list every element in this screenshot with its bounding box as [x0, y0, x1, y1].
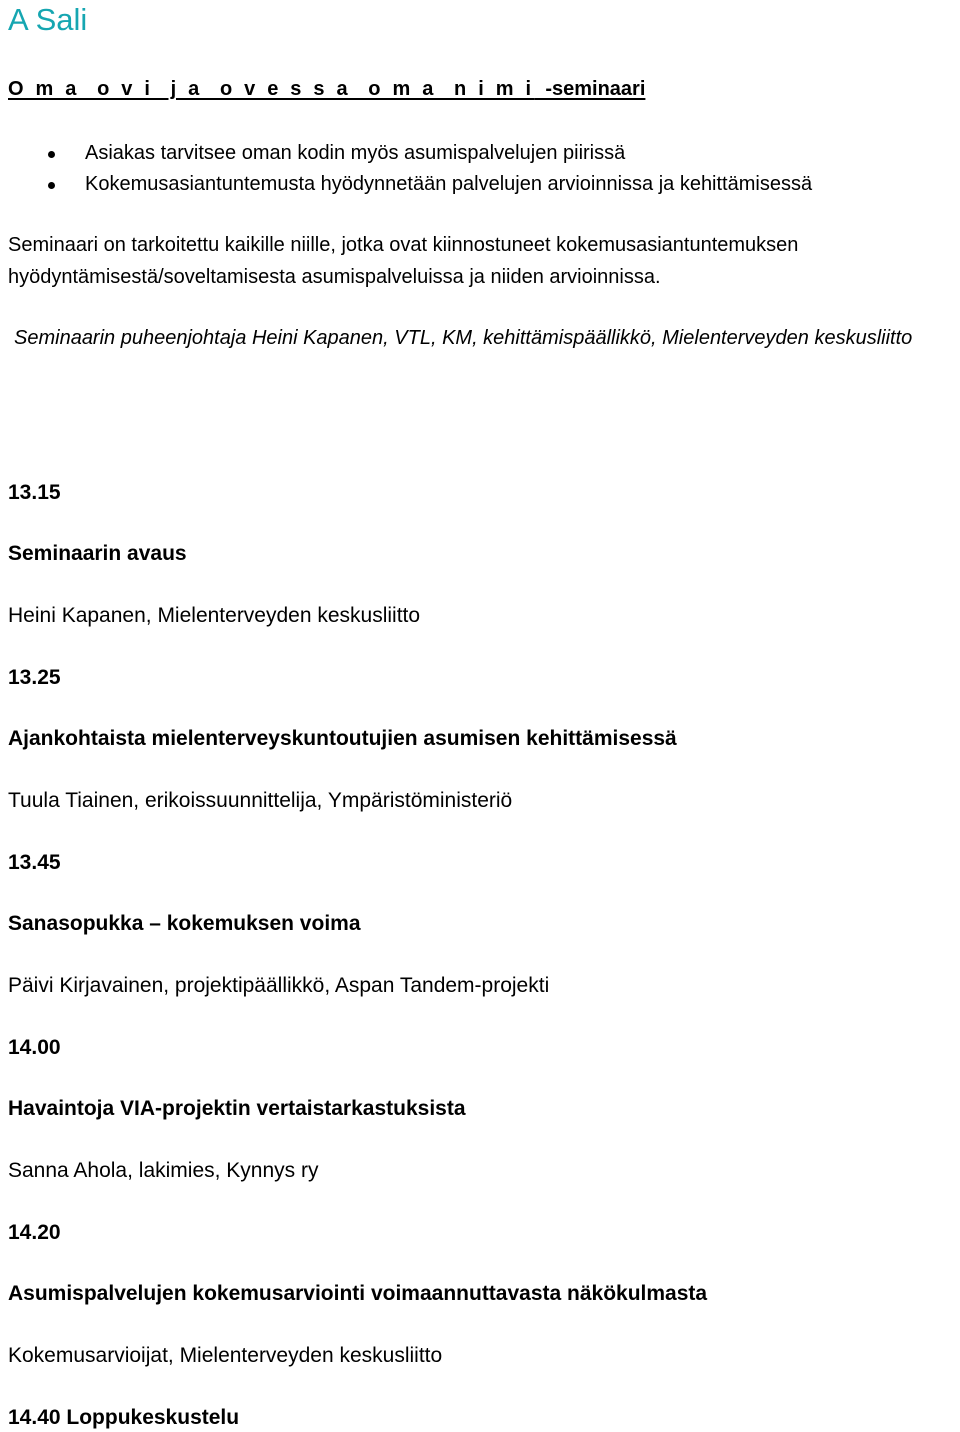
hall-heading: A Sali: [8, 2, 88, 37]
slot-time: 14.00: [8, 1036, 61, 1059]
slot-title: Sanasopukka – kokemuksen voima: [8, 912, 361, 935]
chair-text: Seminaarin puheenjohtaja Heini Kapanen, VTL, KM, kehittämispäällikkö, Mielenterveyden keskusliitto: [14, 327, 913, 349]
description-paragraph: Seminaari on tarkoitettu kaikille niille, jotka ovat kiinnostuneet kokemusasiantuntemuksen hyödyntämisestä/soveltamisesta asumispalveluissa ja niiden arvioinnissa.: [8, 234, 799, 288]
closing-line: 14.40 Loppukeskustelu: [8, 1406, 240, 1429]
slot-time: 13.25: [8, 666, 61, 689]
slot-speaker: Sanna Ahola, lakimies, Kynnys ry: [8, 1159, 319, 1182]
slot-title: Asumispalvelujen kokemusarviointi voimaannuttavasta näkökulmasta: [8, 1282, 708, 1305]
slot-speaker: Tuula Tiainen, erikoissuunnittelija, Ympäristöministeriö: [8, 789, 513, 812]
slot-title: Havaintoja VIA-projektin vertaistarkastuksista: [8, 1097, 466, 1120]
slot-title: Seminaarin avaus: [8, 542, 187, 565]
bullet-list: [44, 138, 812, 200]
slot-speaker: Kokemusarvioijat, Mielenterveyden keskusliitto: [8, 1344, 443, 1367]
slot-time: 14.20: [8, 1221, 61, 1244]
bullet-item: Kokemusasiantuntemusta hyödynnetään palvelujen arvioinnissa ja kehittämisessä: [44, 169, 812, 200]
slot-time: 13.15: [8, 481, 61, 504]
bullet-item: Asiakas tarvitsee oman kodin myös asumispalvelujen piirissä: [44, 138, 812, 169]
slot-speaker: Heini Kapanen, Mielenterveyden keskusliitto: [8, 604, 421, 627]
seminar-title-suffix: -seminaari: [534, 78, 646, 100]
chair-line: [8, 322, 953, 354]
slot-title: Ajankohtaista mielenterveyskuntoutujien asumisen kehittämisessä: [8, 727, 677, 750]
seminar-title: [8, 76, 645, 102]
seminar-title-main: O m a o v i j a o v e s s a o m a n i m i: [8, 78, 535, 100]
slot-speaker: Päivi Kirjavainen, projektipäällikkö, Aspan Tandem-projekti: [8, 974, 550, 997]
slot-time: 13.45: [8, 851, 61, 874]
